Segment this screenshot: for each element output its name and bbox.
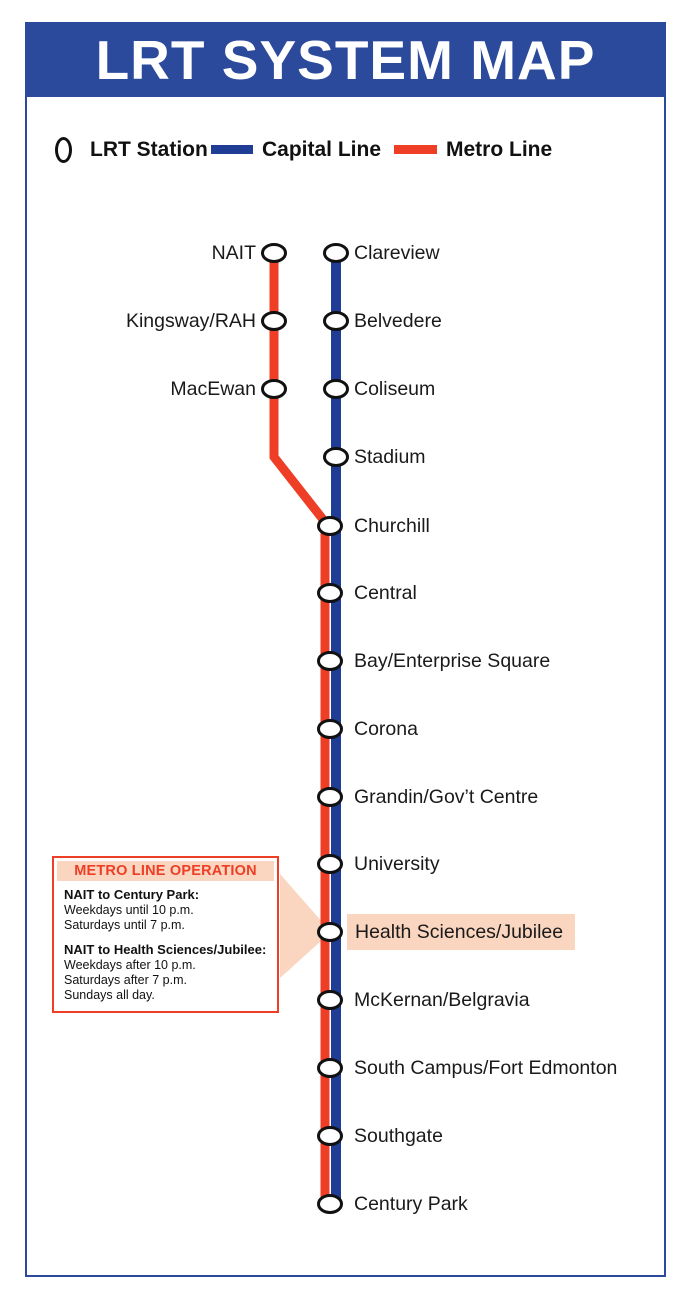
station-label-coliseum: Coliseum [354, 378, 436, 400]
callout-line: Weekdays after 10 p.m. [64, 958, 196, 972]
callout-heading: NAIT to Century Park: [64, 887, 200, 902]
capital-line-swatch-icon [211, 145, 253, 154]
station-label-corona: Corona [354, 718, 418, 740]
legend-station-label: LRT Station [90, 138, 208, 161]
station-label-macewan: MacEwan [170, 378, 256, 400]
map-frame [25, 22, 666, 1277]
legend-metro-label: Metro Line [446, 138, 553, 161]
metro-line-operation-callout [52, 856, 279, 1013]
station-label-kingsway-rah: Kingsway/RAH [125, 310, 256, 332]
station-label-nait: NAIT [211, 242, 256, 264]
station-label-central: Central [354, 582, 417, 604]
station-label-southgate: Southgate [354, 1125, 443, 1147]
callout-section-century-park [64, 887, 267, 933]
callout-heading: NAIT to Health Sciences/Jubilee: [64, 942, 267, 957]
station-label-belvedere: Belvedere [354, 310, 442, 332]
station-label-churchill: Churchill [354, 515, 430, 537]
station-label-university: University [354, 853, 440, 875]
metro-line-swatch-icon [394, 145, 437, 154]
callout-line: Saturdays until 7 p.m. [64, 918, 185, 932]
station-label-south-campus-fort-edmonton: South Campus/Fort Edmonton [354, 1057, 618, 1079]
station-label-century-park: Century Park [354, 1193, 468, 1215]
station-label-clareview: Clareview [354, 242, 440, 264]
legend-capital-label: Capital Line [262, 138, 382, 161]
callout-section-health-sciences [64, 942, 267, 1003]
station-label-health-sciences-jubilee-highlighted: Health Sciences/Jubilee [347, 914, 575, 950]
page-title: LRT SYSTEM MAP [95, 29, 596, 91]
callout-body [54, 884, 277, 1003]
callout-line: Weekdays until 10 p.m. [64, 903, 194, 917]
station-label-bay-enterprise-square: Bay/Enterprise Square [354, 650, 551, 672]
station-label-stadium: Stadium [354, 446, 426, 468]
station-marker-icon [55, 137, 72, 163]
callout-line: Saturdays after 7 p.m. [64, 973, 187, 987]
callout-line: Sundays all day. [64, 988, 155, 1002]
callout-title: METRO LINE OPERATION [57, 861, 274, 881]
title-band [27, 24, 664, 97]
station-label-mckernan-belgravia: McKernan/Belgravia [354, 989, 530, 1011]
station-label-grandin-govt-centre: Grandin/Gov’t Centre [354, 786, 539, 808]
